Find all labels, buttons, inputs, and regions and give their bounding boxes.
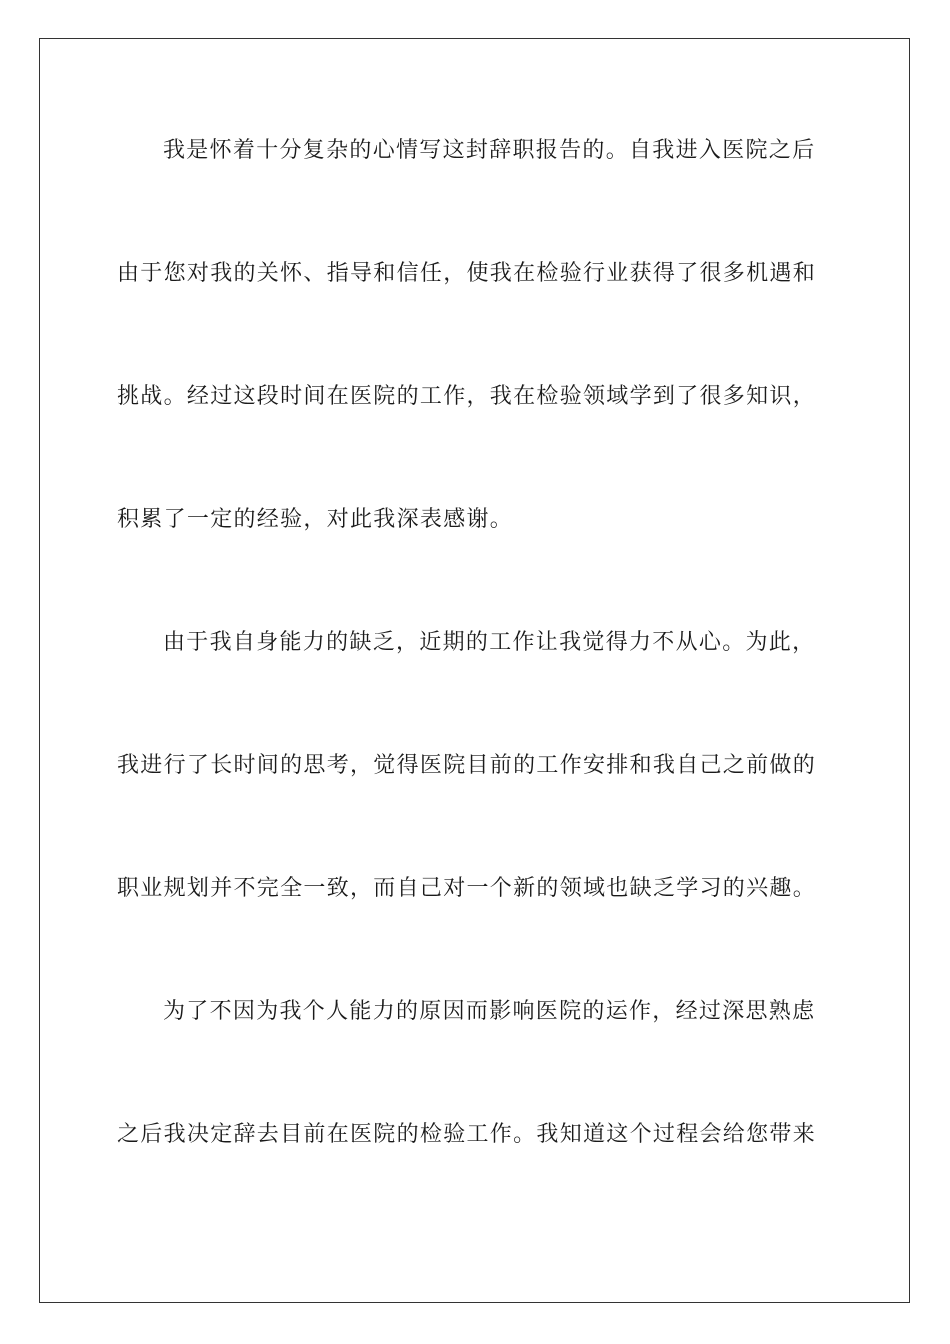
paragraph-2-line-1: 由于我自身能力的缺乏，近期的工作让我觉得力不从心。为此， [163, 630, 816, 655]
paragraph-1-line-1: 我是怀着十分复杂的心情写这封辞职报告的。自我进入医院之后 [163, 138, 816, 163]
paragraph-1-line-4: 积累了一定的经验，对此我深表感谢。 [117, 507, 514, 532]
paragraph-2-line-3: 职业规划并不完全一致，而自己对一个新的领域也缺乏学习的兴趣。 [117, 876, 817, 901]
paragraph-1-line-3: 挑战。经过这段时间在医院的工作，我在检验领域学到了很多知识， [117, 384, 817, 409]
paragraph-3-line-1: 为了不因为我个人能力的原因而影响医院的运作，经过深思熟虑 [163, 999, 816, 1024]
paragraph-1-line-2: 由于您对我的关怀、指导和信任，使我在检验行业获得了很多机遇和 [117, 261, 817, 286]
paragraph-3-line-2: 之后我决定辞去目前在医院的检验工作。我知道这个过程会给您带来 [117, 1122, 817, 1147]
page-border [39, 38, 910, 1303]
paragraph-2-line-2: 我进行了长时间的思考，觉得医院目前的工作安排和我自己之前做的 [117, 753, 817, 778]
